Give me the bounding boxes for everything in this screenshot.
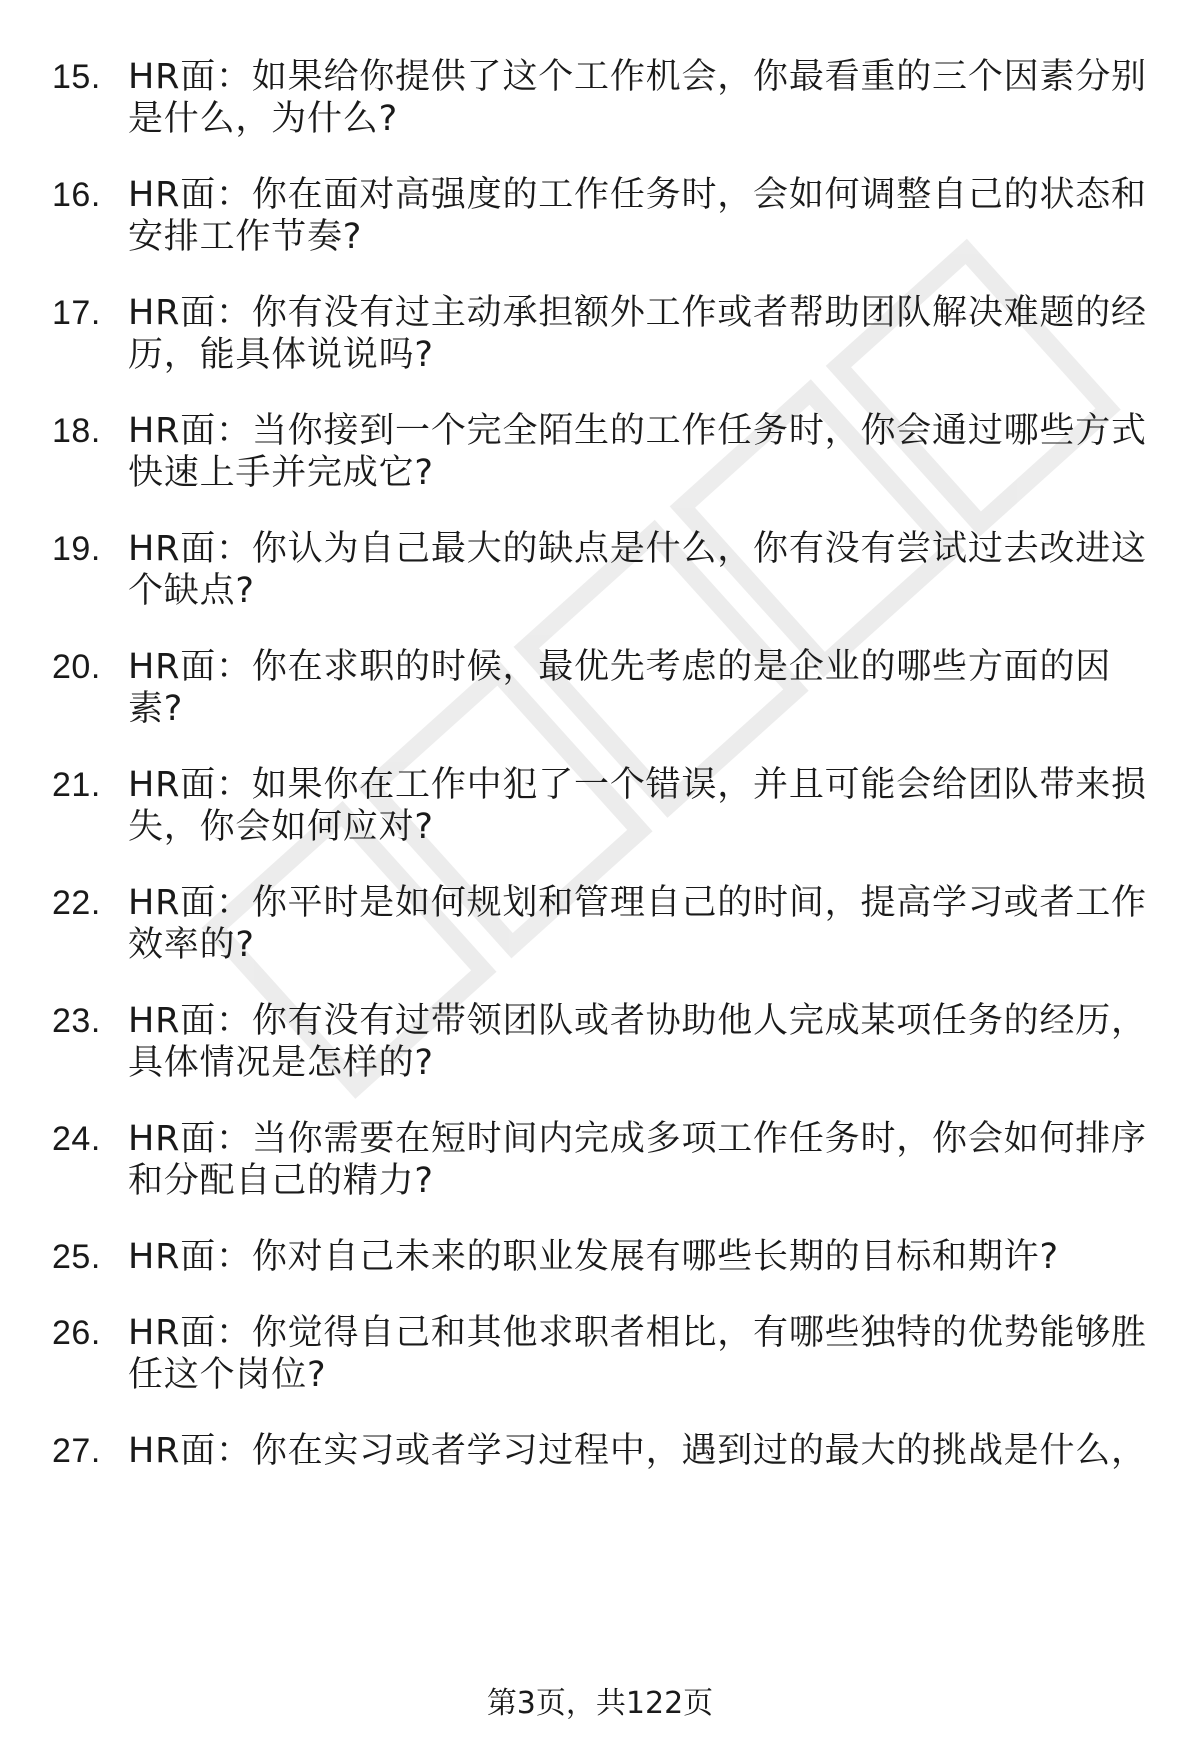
question-text bbox=[128, 1430, 1163, 1472]
question-line: HR面：你认为自己最大的缺点是什么，你有没有尝试过去改进这 bbox=[128, 529, 1147, 569]
question-text bbox=[128, 882, 1163, 966]
question-line: 和分配自己的精力? bbox=[128, 1161, 434, 1201]
question-line: HR面：当你接到一个完全陌生的工作任务时，你会通过哪些方式 bbox=[128, 411, 1147, 451]
question-line: 历，能具体说说吗? bbox=[128, 335, 434, 375]
question-line: 失，你会如何应对? bbox=[128, 807, 434, 847]
question-number: 19. bbox=[52, 530, 101, 568]
question-text bbox=[128, 410, 1163, 494]
question-number: 20. bbox=[52, 648, 101, 686]
question-number: 22. bbox=[52, 884, 101, 922]
question-line: 安排工作节奏? bbox=[128, 217, 363, 257]
question-number: 26. bbox=[52, 1314, 101, 1352]
question-line: 素? bbox=[128, 689, 184, 729]
question-number: 25. bbox=[52, 1238, 101, 1276]
question-text bbox=[128, 1118, 1163, 1202]
question-text bbox=[128, 56, 1163, 140]
question-number: 23. bbox=[52, 1002, 101, 1040]
question-line: HR面：如果给你提供了这个工作机会，你最看重的三个因素分别 bbox=[128, 57, 1147, 97]
question-line: HR面：你平时是如何规划和管理自己的时间，提高学习或者工作 bbox=[128, 883, 1147, 923]
question-line: HR面：你对自己未来的职业发展有哪些长期的目标和期许? bbox=[128, 1237, 1059, 1277]
question-line: HR面：你在求职的时候，最优先考虑的是企业的哪些方面的因 bbox=[128, 647, 1112, 687]
question-text bbox=[128, 646, 1163, 730]
question-line: 任这个岗位? bbox=[128, 1355, 327, 1395]
question-text bbox=[128, 528, 1163, 612]
question-number: 15. bbox=[52, 58, 101, 96]
question-text bbox=[128, 292, 1163, 376]
question-text bbox=[128, 1312, 1163, 1396]
question-line: HR面：你觉得自己和其他求职者相比，有哪些独特的优势能够胜 bbox=[128, 1313, 1147, 1353]
question-line: HR面：你在实习或者学习过程中，遇到过的最大的挑战是什么， bbox=[128, 1431, 1147, 1471]
question-line: HR面：如果你在工作中犯了一个错误，并且可能会给团队带来损 bbox=[128, 765, 1147, 805]
question-line: HR面：当你需要在短时间内完成多项工作任务时，你会如何排序 bbox=[128, 1119, 1147, 1159]
question-line: 是什么，为什么? bbox=[128, 99, 398, 139]
question-number: 16. bbox=[52, 176, 101, 214]
question-line: 效率的? bbox=[128, 925, 255, 965]
question-text bbox=[128, 764, 1163, 848]
question-number: 18. bbox=[52, 412, 101, 450]
question-text bbox=[128, 1236, 1163, 1278]
question-line: 快速上手并完成它? bbox=[128, 453, 434, 493]
page-footer: 第3页，共122页 bbox=[486, 1686, 714, 1721]
question-line: HR面：你在面对高强度的工作任务时，会如何调整自己的状态和 bbox=[128, 175, 1147, 215]
question-number: 24. bbox=[52, 1120, 101, 1158]
question-text bbox=[128, 1000, 1163, 1084]
question-line: HR面：你有没有过带领团队或者协助他人完成某项任务的经历， bbox=[128, 1001, 1147, 1041]
question-line: 个缺点? bbox=[128, 571, 255, 611]
question-line: 具体情况是怎样的? bbox=[128, 1043, 434, 1083]
question-text bbox=[128, 174, 1163, 258]
question-line: HR面：你有没有过主动承担额外工作或者帮助团队解决难题的经 bbox=[128, 293, 1147, 333]
question-number: 27. bbox=[52, 1432, 101, 1470]
question-number: 21. bbox=[52, 766, 101, 804]
question-number: 17. bbox=[52, 294, 101, 332]
